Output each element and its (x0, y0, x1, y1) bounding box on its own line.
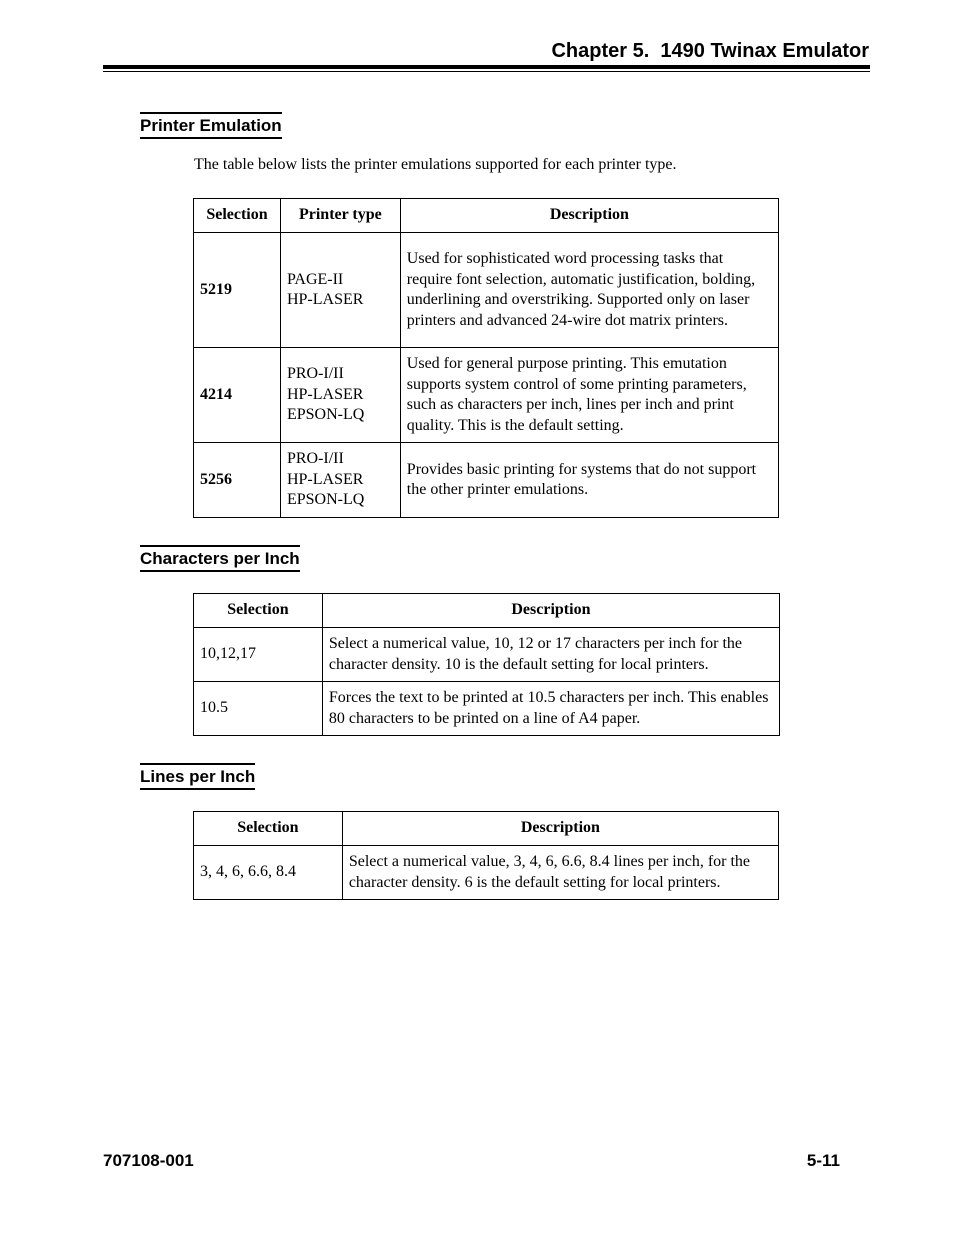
table-row (194, 682, 780, 736)
column-header-description: Description (342, 812, 778, 846)
table-row (194, 233, 779, 348)
description-cell: Select a numerical value, 10, 12 or 17 characters per inch for the character density. 10 is the default setting for local printers. (322, 628, 779, 682)
selection-cell: 3, 4, 6, 6.6, 8.4 (194, 846, 343, 900)
section-heading-lines-per-inch: Lines per Inch (140, 763, 255, 790)
characters-per-inch-table (193, 593, 780, 736)
column-header-selection: Selection (194, 812, 343, 846)
section-heading-characters-per-inch: Characters per Inch (140, 545, 300, 572)
header-rule-thin (103, 71, 870, 72)
selection-cell: 5219 (194, 233, 281, 348)
selection-cell: 5256 (194, 443, 281, 518)
description-cell: Used for sophisticated word processing tasks that require font selection, automatic justification, bolding, underlining and overstriking. Supported only on laser printers and advanced 24-wire dot matrix printers. (400, 233, 778, 348)
table-row (194, 443, 779, 518)
table-header-row (194, 812, 779, 846)
page-header-title: Chapter 5. 1490 Twinax Emulator (551, 40, 869, 62)
column-header-description: Description (400, 199, 778, 233)
table-row (194, 348, 779, 443)
intro-paragraph: The table below lists the printer emulations supported for each printer type. (194, 156, 677, 173)
footer-document-number: 707108-001 (103, 1151, 194, 1170)
description-cell: Used for general purpose printing. This emutation supports system control of some printing parameters, such as characters per inch, lines per inch and print quality. This is the default setting. (400, 348, 778, 443)
column-header-description: Description (322, 594, 779, 628)
column-header-printer-type: Printer type (280, 199, 400, 233)
selection-cell: 10,12,17 (194, 628, 323, 682)
table-header-row (194, 594, 780, 628)
selection-cell: 10.5 (194, 682, 323, 736)
description-cell: Forces the text to be printed at 10.5 characters per inch. This enables 80 characters to be printed on a line of A4 paper. (322, 682, 779, 736)
footer-page-number: 5-11 (806, 1151, 840, 1170)
column-header-selection: Selection (194, 199, 281, 233)
column-header-selection: Selection (194, 594, 323, 628)
printer-emulation-table (193, 198, 779, 518)
table-row (194, 846, 779, 900)
header-rule-thick (103, 65, 870, 69)
section-heading-printer-emulation: Printer Emulation (140, 112, 282, 139)
description-cell: Select a numerical value, 3, 4, 6, 6.6, 8.4 lines per inch, for the character density. 6 is the default setting for local printers. (342, 846, 778, 900)
selection-cell: 4214 (194, 348, 281, 443)
table-header-row (194, 199, 779, 233)
printer-type-cell: PRO-I/II HP-LASER EPSON-LQ (280, 348, 400, 443)
description-cell: Provides basic printing for systems that do not support the other printer emulations. (400, 443, 778, 518)
table-row (194, 628, 780, 682)
printer-type-cell: PRO-I/II HP-LASER EPSON-LQ (280, 443, 400, 518)
lines-per-inch-table (193, 811, 779, 900)
printer-type-cell: PAGE-II HP-LASER (280, 233, 400, 348)
